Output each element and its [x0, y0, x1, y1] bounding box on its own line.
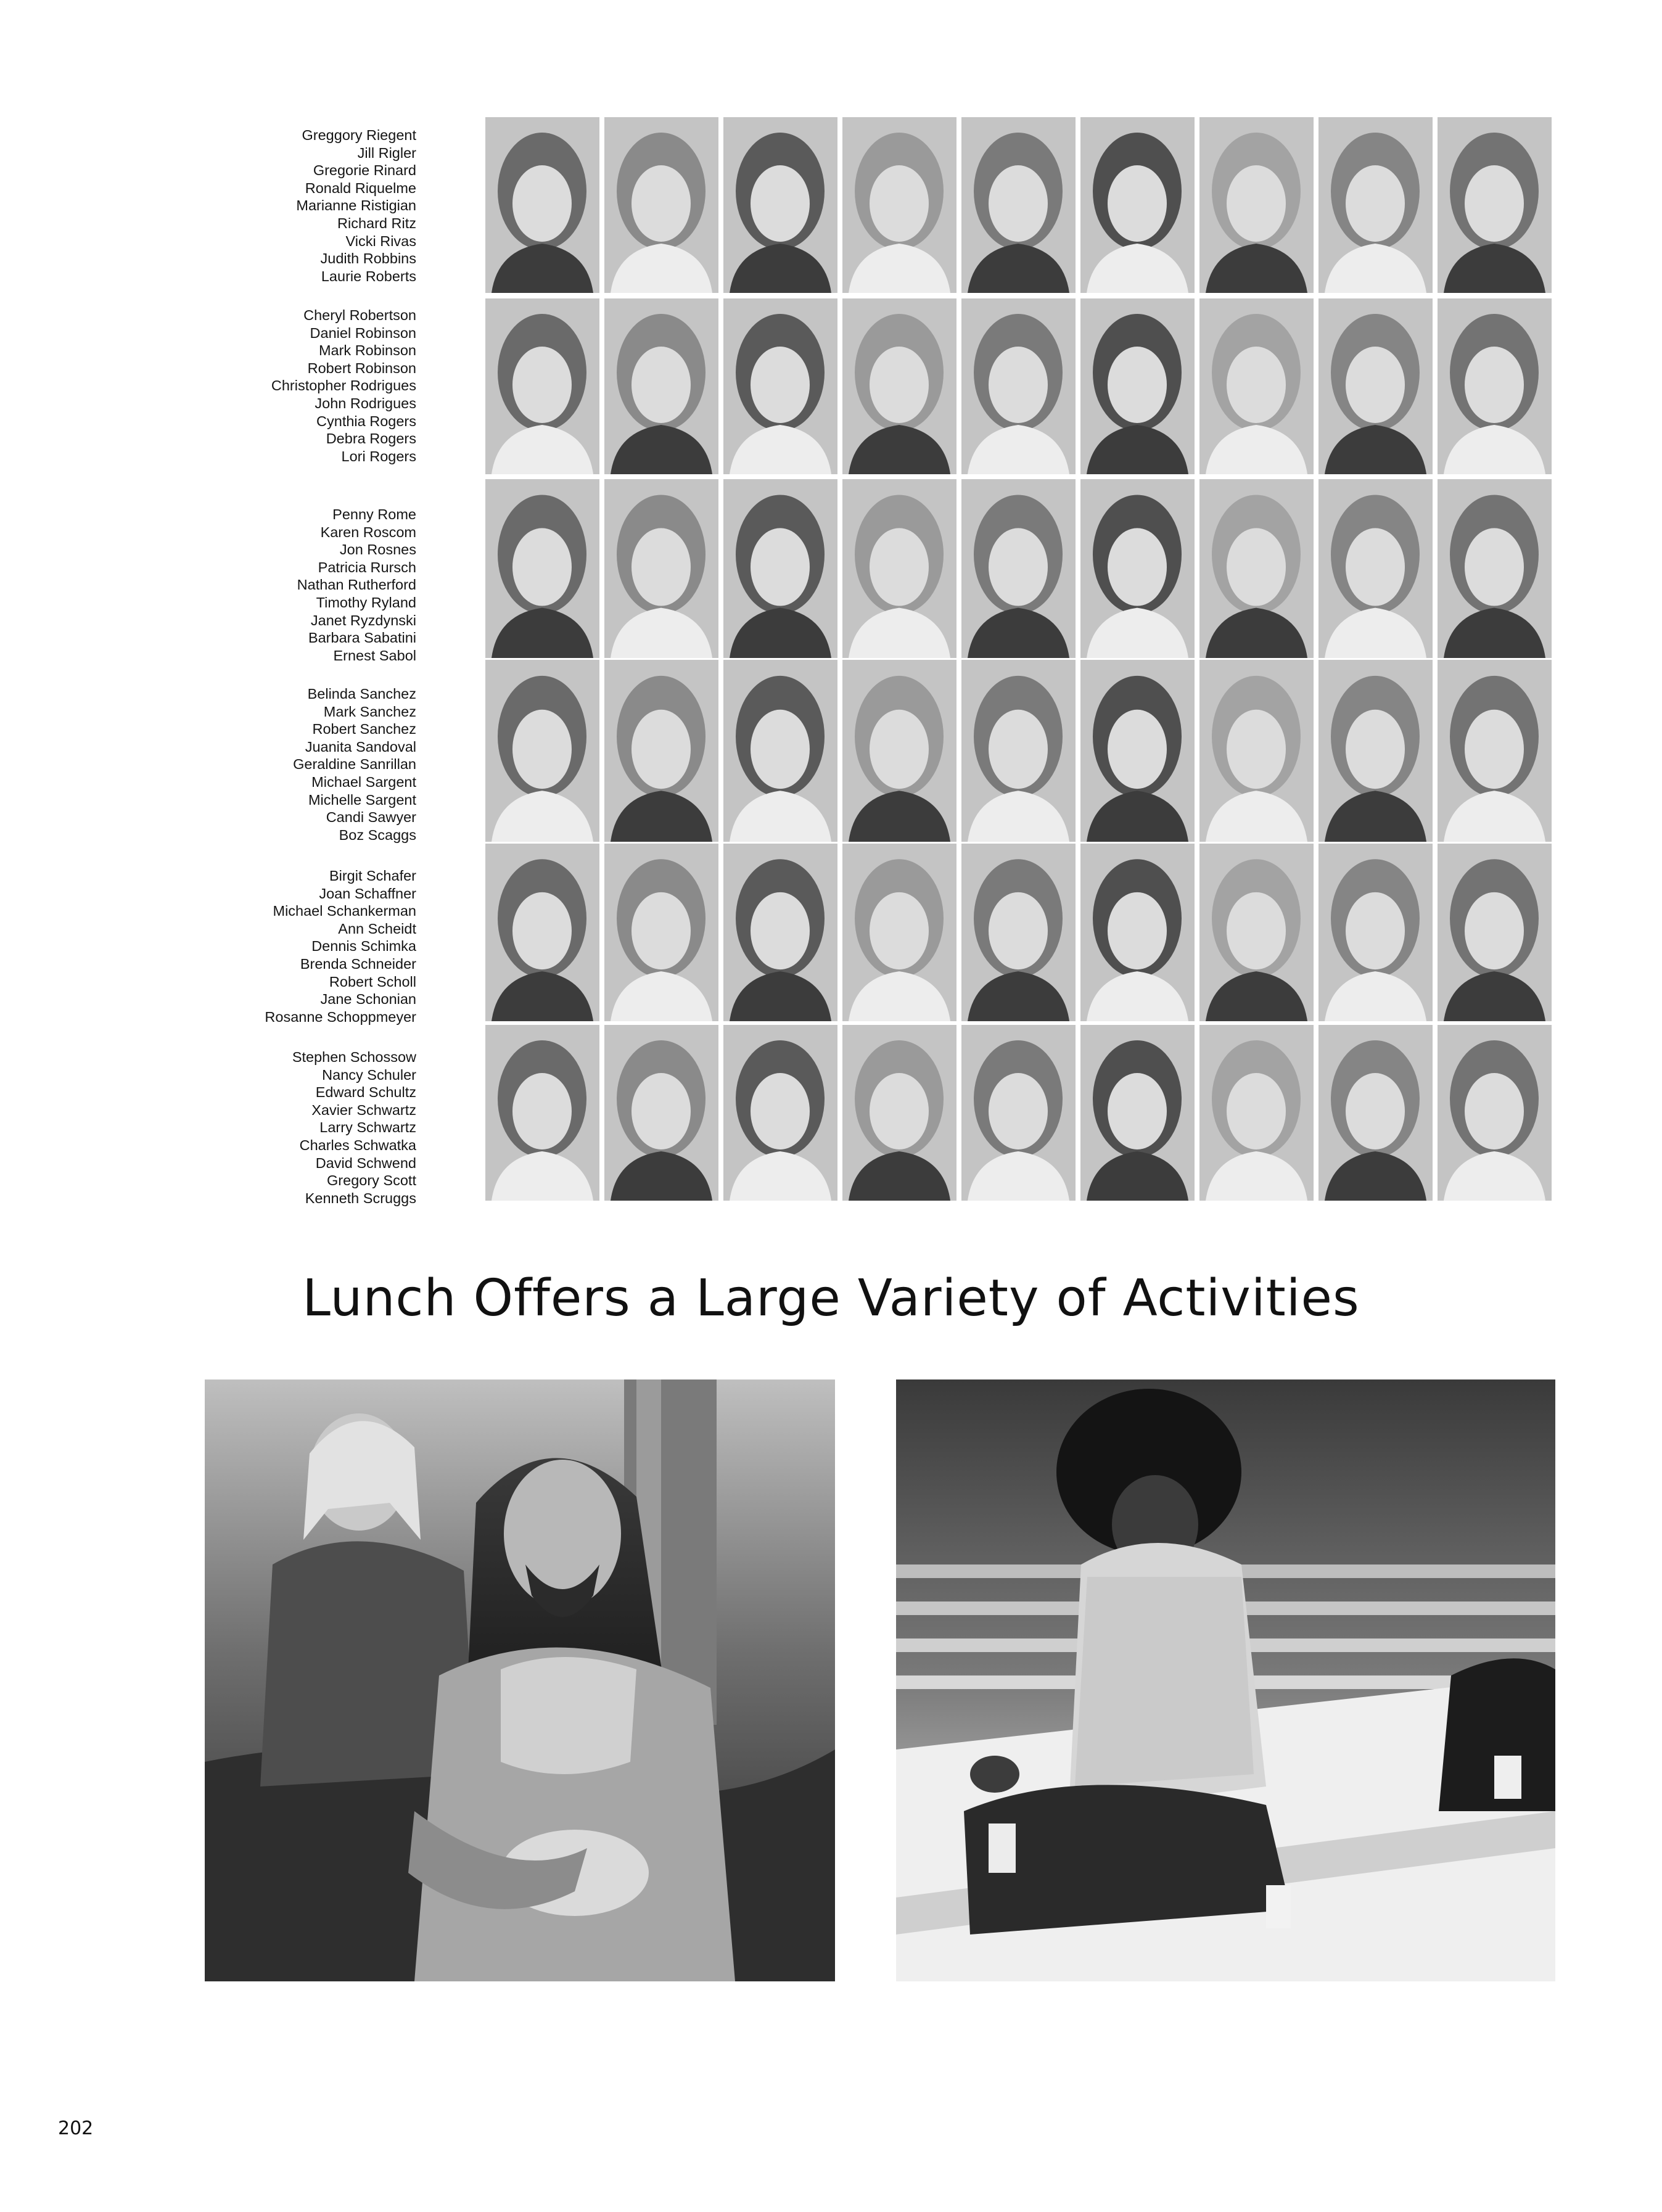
student-portrait [485, 1025, 599, 1201]
student-portrait [604, 660, 718, 842]
student-name: Brenda Schneider [300, 955, 416, 972]
student-portrait [604, 298, 718, 474]
student-name: Laurie Roberts [321, 268, 416, 284]
student-name: Robert Robinson [307, 360, 416, 376]
student-portrait [723, 660, 837, 842]
student-name: Gregory Scott [327, 1172, 416, 1189]
student-portrait [1318, 1025, 1433, 1201]
student-name: Cynthia Rogers [316, 413, 416, 429]
portrait-row-5 [485, 844, 1555, 1021]
student-name: Rosanne Schoppmeyer [265, 1008, 416, 1025]
candid-photo-right [896, 1379, 1555, 1981]
student-portrait [1199, 479, 1314, 658]
student-name: Michael Sargent [311, 773, 416, 790]
portrait-row-2 [485, 298, 1555, 474]
student-name: Ronald Riquelme [305, 179, 416, 196]
student-portrait [1318, 117, 1433, 293]
student-name: Mark Sanchez [323, 703, 416, 720]
student-portrait [1199, 117, 1314, 293]
student-portrait [961, 117, 1076, 293]
student-portrait [1438, 298, 1552, 474]
names-group-4 [194, 685, 416, 844]
student-portrait [485, 298, 599, 474]
student-name: Juanita Sandoval [305, 738, 416, 755]
student-name: Larry Schwartz [319, 1119, 416, 1136]
student-portrait [1080, 844, 1195, 1021]
student-name: Karen Roscom [320, 524, 416, 540]
student-name: Daniel Robinson [310, 324, 416, 341]
student-portrait [1080, 117, 1195, 293]
page-number: 202 [58, 2118, 94, 2139]
student-name: Nancy Schuler [322, 1066, 416, 1083]
student-name: Jon Rosnes [339, 541, 416, 558]
student-portrait [1438, 660, 1552, 842]
student-name: Charles Schwatka [299, 1137, 416, 1153]
student-portrait [604, 844, 718, 1021]
student-name: Birgit Schafer [329, 868, 416, 884]
student-portrait [1318, 298, 1433, 474]
candid-photo-left [205, 1379, 835, 1981]
student-portrait [1080, 298, 1195, 474]
student-name: Lori Rogers [341, 448, 416, 464]
student-name: Richard Ritz [337, 215, 416, 231]
student-portrait [842, 844, 956, 1021]
student-portrait [485, 117, 599, 293]
student-name: Jane Schonian [320, 991, 416, 1008]
student-portrait [1199, 660, 1314, 842]
student-portrait [961, 298, 1076, 474]
student-name: Nathan Rutherford [297, 577, 416, 593]
student-portrait [1438, 1025, 1552, 1201]
student-portrait [1318, 844, 1433, 1021]
student-name: Jill Rigler [357, 144, 416, 161]
student-name: Belinda Sanchez [307, 686, 416, 702]
student-portrait [723, 298, 837, 474]
student-name: Christopher Rodrigues [271, 377, 416, 394]
student-name: Candi Sawyer [326, 809, 416, 826]
student-portrait [604, 1025, 718, 1201]
portrait-row-3 [485, 479, 1555, 658]
student-portrait [723, 844, 837, 1021]
student-portrait [1199, 1025, 1314, 1201]
student-name: Ernest Sabol [333, 647, 416, 664]
student-name: Penny Rome [332, 506, 416, 522]
student-portrait [604, 117, 718, 293]
student-name: Marianne Ristigian [296, 197, 416, 214]
student-name: Patricia Rursch [318, 559, 416, 575]
student-portrait [961, 844, 1076, 1021]
student-name: Barbara Sabatini [308, 630, 416, 646]
student-portrait [485, 844, 599, 1021]
student-name: Ann Scheidt [338, 920, 416, 937]
student-portrait [842, 479, 956, 658]
student-name: Debra Rogers [326, 430, 416, 447]
student-name: Robert Sanchez [312, 721, 416, 738]
student-name: Boz Scaggs [339, 826, 416, 843]
student-name: John Rodrigues [315, 395, 416, 411]
names-group-2 [194, 306, 416, 465]
student-portrait [1438, 479, 1552, 658]
student-portrait [485, 479, 599, 658]
portrait-row-1 [485, 117, 1555, 293]
student-name: Robert Scholl [329, 973, 416, 990]
student-portrait [723, 479, 837, 658]
student-portrait [604, 479, 718, 658]
student-portrait [961, 660, 1076, 842]
student-name: Michelle Sargent [308, 791, 416, 808]
student-portrait [1080, 479, 1195, 658]
student-portrait [842, 298, 956, 474]
headline: Lunch Offers a Large Variety of Activities [302, 1269, 1360, 1328]
student-portrait [1199, 844, 1314, 1021]
names-group-3 [194, 506, 416, 664]
student-name: Kenneth Scruggs [305, 1190, 416, 1206]
student-portrait [842, 117, 956, 293]
student-name: Vicki Rivas [345, 232, 416, 249]
student-name: David Schwend [315, 1154, 416, 1171]
student-name: Xavier Schwartz [311, 1101, 416, 1118]
student-portrait [1318, 660, 1433, 842]
portrait-row-4 [485, 660, 1555, 842]
student-name: Janet Ryzdynski [310, 612, 416, 628]
student-name: Stephen Schossow [292, 1049, 416, 1065]
student-name: Gregorie Rinard [313, 162, 416, 179]
portrait-row-6 [485, 1025, 1555, 1201]
student-name: Dennis Schimka [311, 938, 416, 955]
student-portrait [842, 660, 956, 842]
student-name: Geraldine Sanrillan [293, 756, 416, 773]
student-portrait [842, 1025, 956, 1201]
student-name: Judith Robbins [320, 250, 416, 267]
names-group-1 [194, 126, 416, 285]
student-name: Timothy Ryland [316, 594, 416, 611]
student-portrait [723, 1025, 837, 1201]
student-name: Cheryl Robertson [303, 307, 416, 323]
student-name: Michael Schankerman [273, 903, 416, 919]
student-portrait [961, 479, 1076, 658]
student-name: Joan Schaffner [319, 885, 416, 902]
student-portrait [1318, 479, 1433, 658]
student-portrait [485, 660, 599, 842]
student-portrait [1080, 1025, 1195, 1201]
student-portrait [961, 1025, 1076, 1201]
student-portrait [1438, 117, 1552, 293]
names-group-5 [194, 867, 416, 1026]
student-portrait [1199, 298, 1314, 474]
student-name: Mark Robinson [318, 342, 416, 359]
student-portrait [1080, 660, 1195, 842]
student-name: Edward Schultz [315, 1084, 416, 1101]
student-portrait [1438, 844, 1552, 1021]
names-group-6 [194, 1048, 416, 1207]
student-name: Greggory Riegent [302, 127, 416, 143]
student-portrait [723, 117, 837, 293]
